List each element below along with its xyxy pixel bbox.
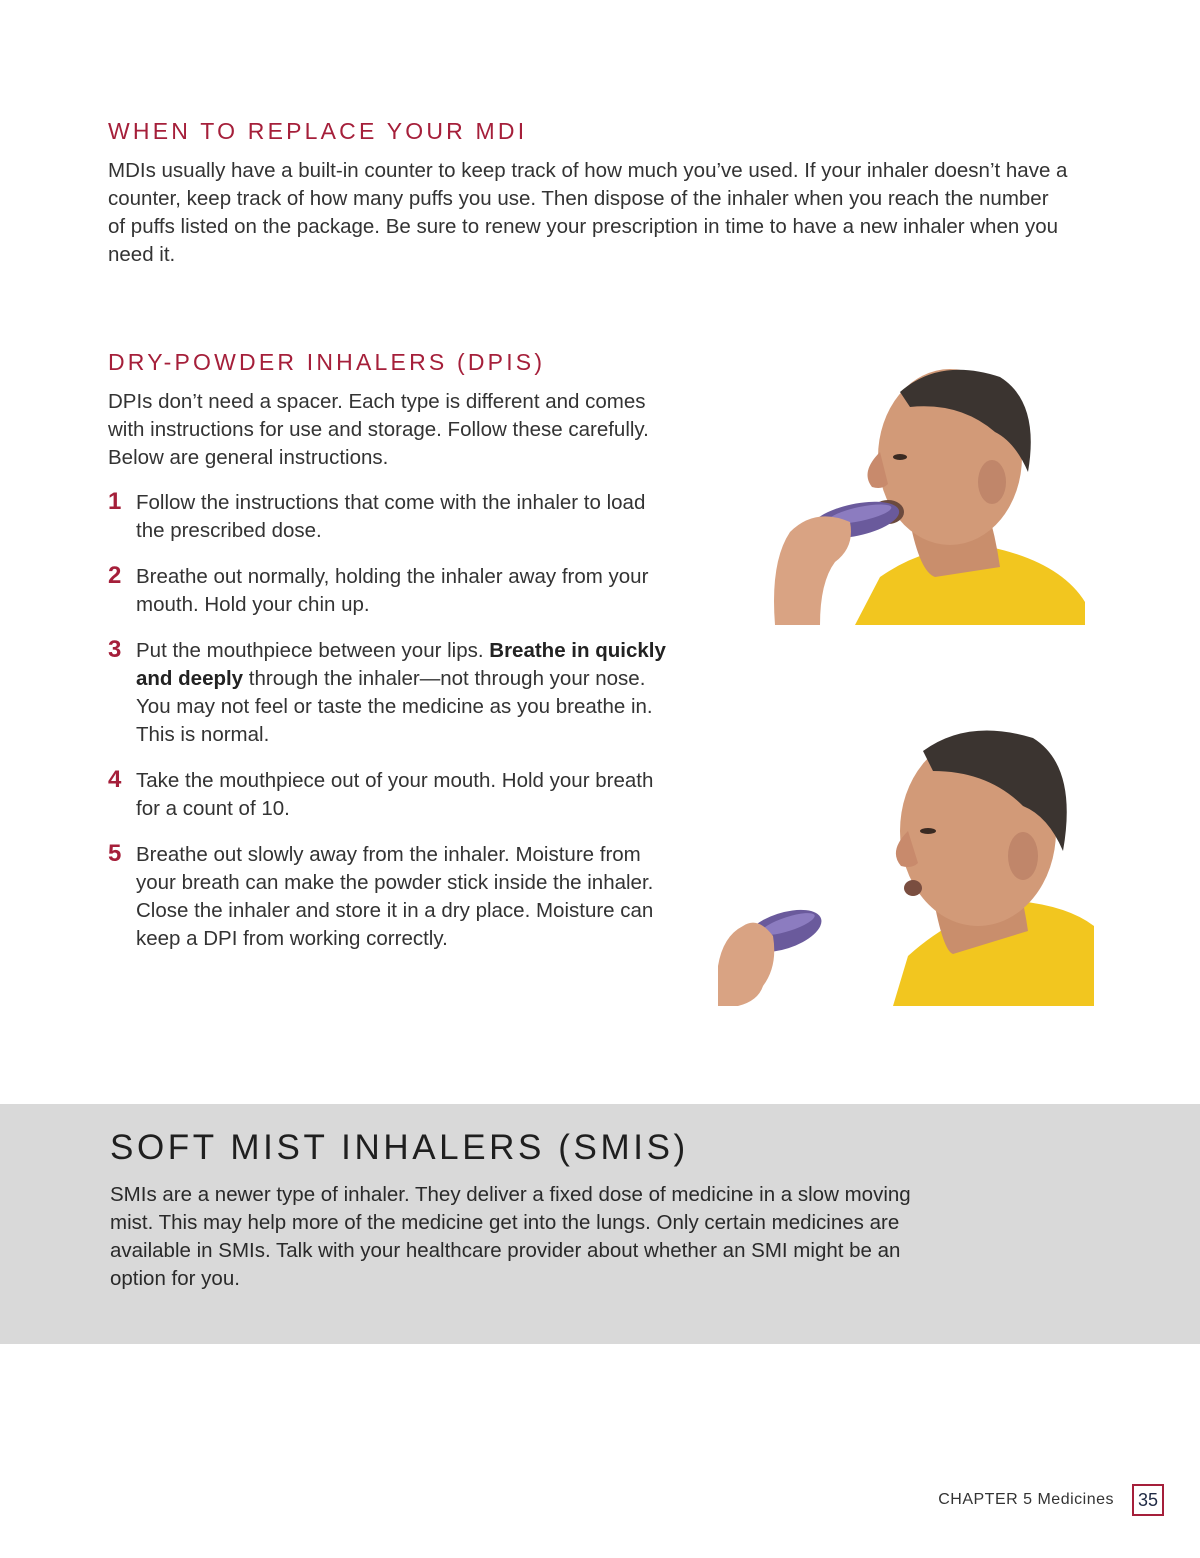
section-body-replace-mdi: MDIs usually have a built-in counter to keep track of how much you’ve used. If your inhaler doesn’t have a counter, keep track of how many puffs you use. Then dispose of the inhaler when you reach the number of puffs listed on the package. Be sure to renew your prescription in time to have a new inhaler when you need it.: [108, 159, 1068, 266]
step-text: Take the mouthpiece out of your mouth. Hold your breath for a count of 10.: [136, 769, 654, 820]
list-item: [108, 489, 668, 545]
step-text-before: Put the mouthpiece between your lips.: [136, 639, 490, 662]
list-item: [108, 637, 668, 749]
photo-inhaling-dpi: [760, 362, 1085, 625]
chapter-name: Medicines: [1037, 1491, 1114, 1508]
page-number: 35: [1132, 1484, 1164, 1516]
photo-breathing-out: [718, 726, 1094, 1006]
dpi-steps-list: [108, 489, 668, 971]
step-number: 4: [108, 766, 122, 793]
step-number: 5: [108, 840, 122, 867]
step-number: 1: [108, 488, 122, 515]
section-heading-dpi: DRY-POWDER INHALERS (DPIS): [108, 349, 546, 375]
step-number: 3: [108, 636, 122, 663]
chapter-label: [938, 1491, 1114, 1509]
section-intro-dpi: DPIs don’t need a spacer. Each type is different and comes with instructions for use and storage. Follow these carefully. Below are general instructions.: [108, 390, 649, 469]
list-item: [108, 767, 668, 823]
step-text: Breathe out slowly away from the inhaler. Moisture from your breath can make the powder stick inside the inhaler. Close the inhaler and store it in a dry place. Moisture can keep a DPI from working correctly.: [136, 843, 654, 950]
step-text-after: through the inhaler—not through your nose. You may not feel or taste the medicine as you breathe in. This is normal.: [136, 667, 653, 746]
chapter-number: CHAPTER 5: [938, 1491, 1033, 1508]
list-item: [108, 563, 668, 619]
section-body-smi: SMIs are a newer type of inhaler. They deliver a fixed dose of medicine in a slow moving mist. This may help more of the medicine get into the lungs. Only certain medicines are available in SMIs. Talk with your healthcare provider about whether an SMI might be an option for you.: [110, 1183, 911, 1290]
section-heading-replace-mdi: WHEN TO REPLACE YOUR MDI: [108, 118, 528, 144]
step-text-emphasis: Breathe in quickly and deeply: [136, 639, 666, 690]
step-text: Follow the instructions that come with the inhaler to load the prescribed dose.: [136, 491, 646, 542]
section-heading-smi: SOFT MIST INHALERS (SMIS): [110, 1128, 689, 1167]
step-number: 2: [108, 562, 122, 589]
man-inhaling-illustration: [760, 362, 1085, 625]
list-item: [108, 841, 668, 953]
step-text: Breathe out normally, holding the inhaler away from your mouth. Hold your chin up.: [136, 565, 649, 616]
man-exhaling-illustration: [718, 726, 1094, 1006]
page-footer: [938, 1484, 1164, 1516]
